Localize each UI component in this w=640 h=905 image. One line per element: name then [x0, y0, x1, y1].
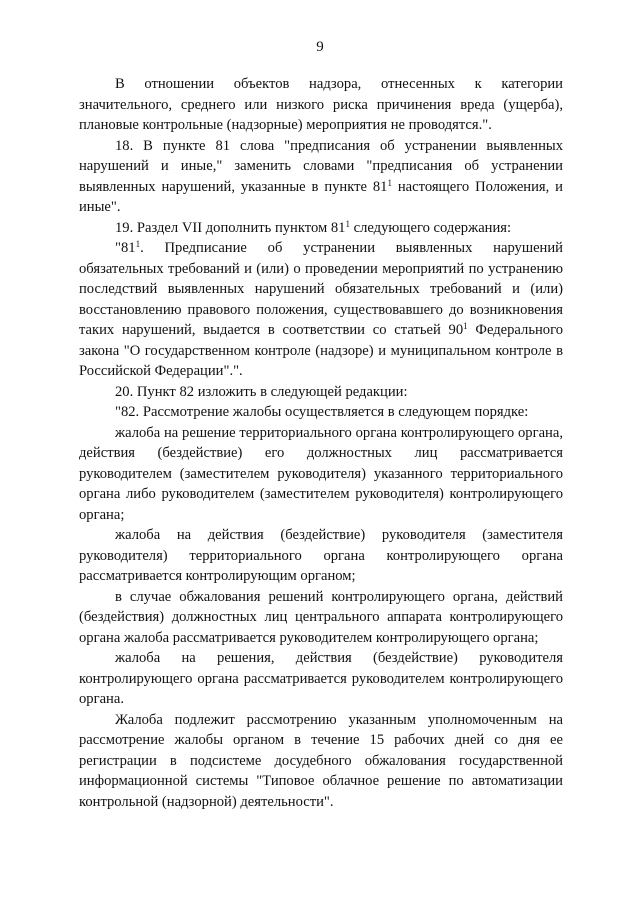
superscript: 1 — [345, 218, 350, 229]
paragraph-item-81-1 — [79, 238, 563, 382]
paragraph-complaint-deadline: Жалоба подлежит рассмотрению указанным уполномоченным на рассмотрение жалобы органом в течение 15 рабочих дней со дня ее регистрации в подсистеме досудебного обжалования государственной информационной системы "Типовое облачное решение по автоматизации контрольной (надзорной) деятельности". — [79, 711, 563, 810]
paragraph-complaint-head: жалоба на решения, действия (бездействие) руководителя контролирующего органа рассматривается руководителем контролирующего органа. — [79, 650, 563, 707]
superscript: 1 — [135, 239, 141, 249]
paragraph-item-18 — [79, 136, 563, 218]
paragraph-complaint-head-territorial: жалоба на действия (бездействие) руководителя (заместителя руководителя) территориального органа контролирующего органа рассматривается контролирующим органом; — [79, 527, 563, 584]
superscript: 1 — [387, 177, 392, 188]
paragraph-text: "81 — [115, 240, 136, 256]
paragraph-item-19 — [79, 218, 563, 239]
paragraph-complaint-territorial: жалоба на решение территориального органа контролирующего органа, действия (бездействие) его должностных лиц рассматривается руководителем (заместителем руководителя) указанного территориального органа либо руководителем (заместителем руководителя) контролирующего органа; — [79, 424, 563, 523]
document-body — [79, 74, 563, 812]
paragraph-item-82: "82. Рассмотрение жалобы осуществляется в следующем порядке: — [115, 404, 529, 420]
page-number: 9 — [316, 39, 324, 55]
paragraph-text: . Предписание об устранении выявленных нарушений обязательных требований и (или) о проведении мероприятий по устранению последствий выявленных нарушений обязательных требований и (или) восстановлению правового положения, существовавшего до возникновения таких нарушений, выдается в соответствии со статьей 90 — [79, 240, 563, 338]
paragraph-text: Федерального закона "О государственном контроле (надзоре) и муниципальном контроле в Российской Федерации".". — [79, 322, 563, 379]
paragraph-text: 19. Раздел VII дополнить пунктом 81 — [115, 219, 346, 236]
paragraph-text: 18. В пункте 81 слова "предписания об устранении выявленных нарушений и иные," заменить словами "предписания об устранении выявленных нарушений, указанные в пункте 81 — [79, 137, 563, 195]
paragraph-inspection-exemption: В отношении объектов надзора, отнесенных к категории значительного, среднего или низкого риска причинения вреда (ущерба), плановые контрольные (надзорные) мероприятия не проводятся.". — [79, 76, 563, 133]
paragraph-item-20: 20. Пункт 82 изложить в следующей редакции: — [115, 383, 408, 400]
paragraph-text: следующего содержания: — [349, 219, 512, 236]
paragraph-complaint-central: в случае обжалования решений контролирующего органа, действий (бездействия) должностных лиц центрального аппарата контролирующего органа жалоба рассматривается руководителем контролирующего органа; — [79, 588, 563, 646]
superscript: 1 — [463, 321, 468, 331]
paragraph-text: настоящего Положения, и иные". — [79, 178, 563, 215]
